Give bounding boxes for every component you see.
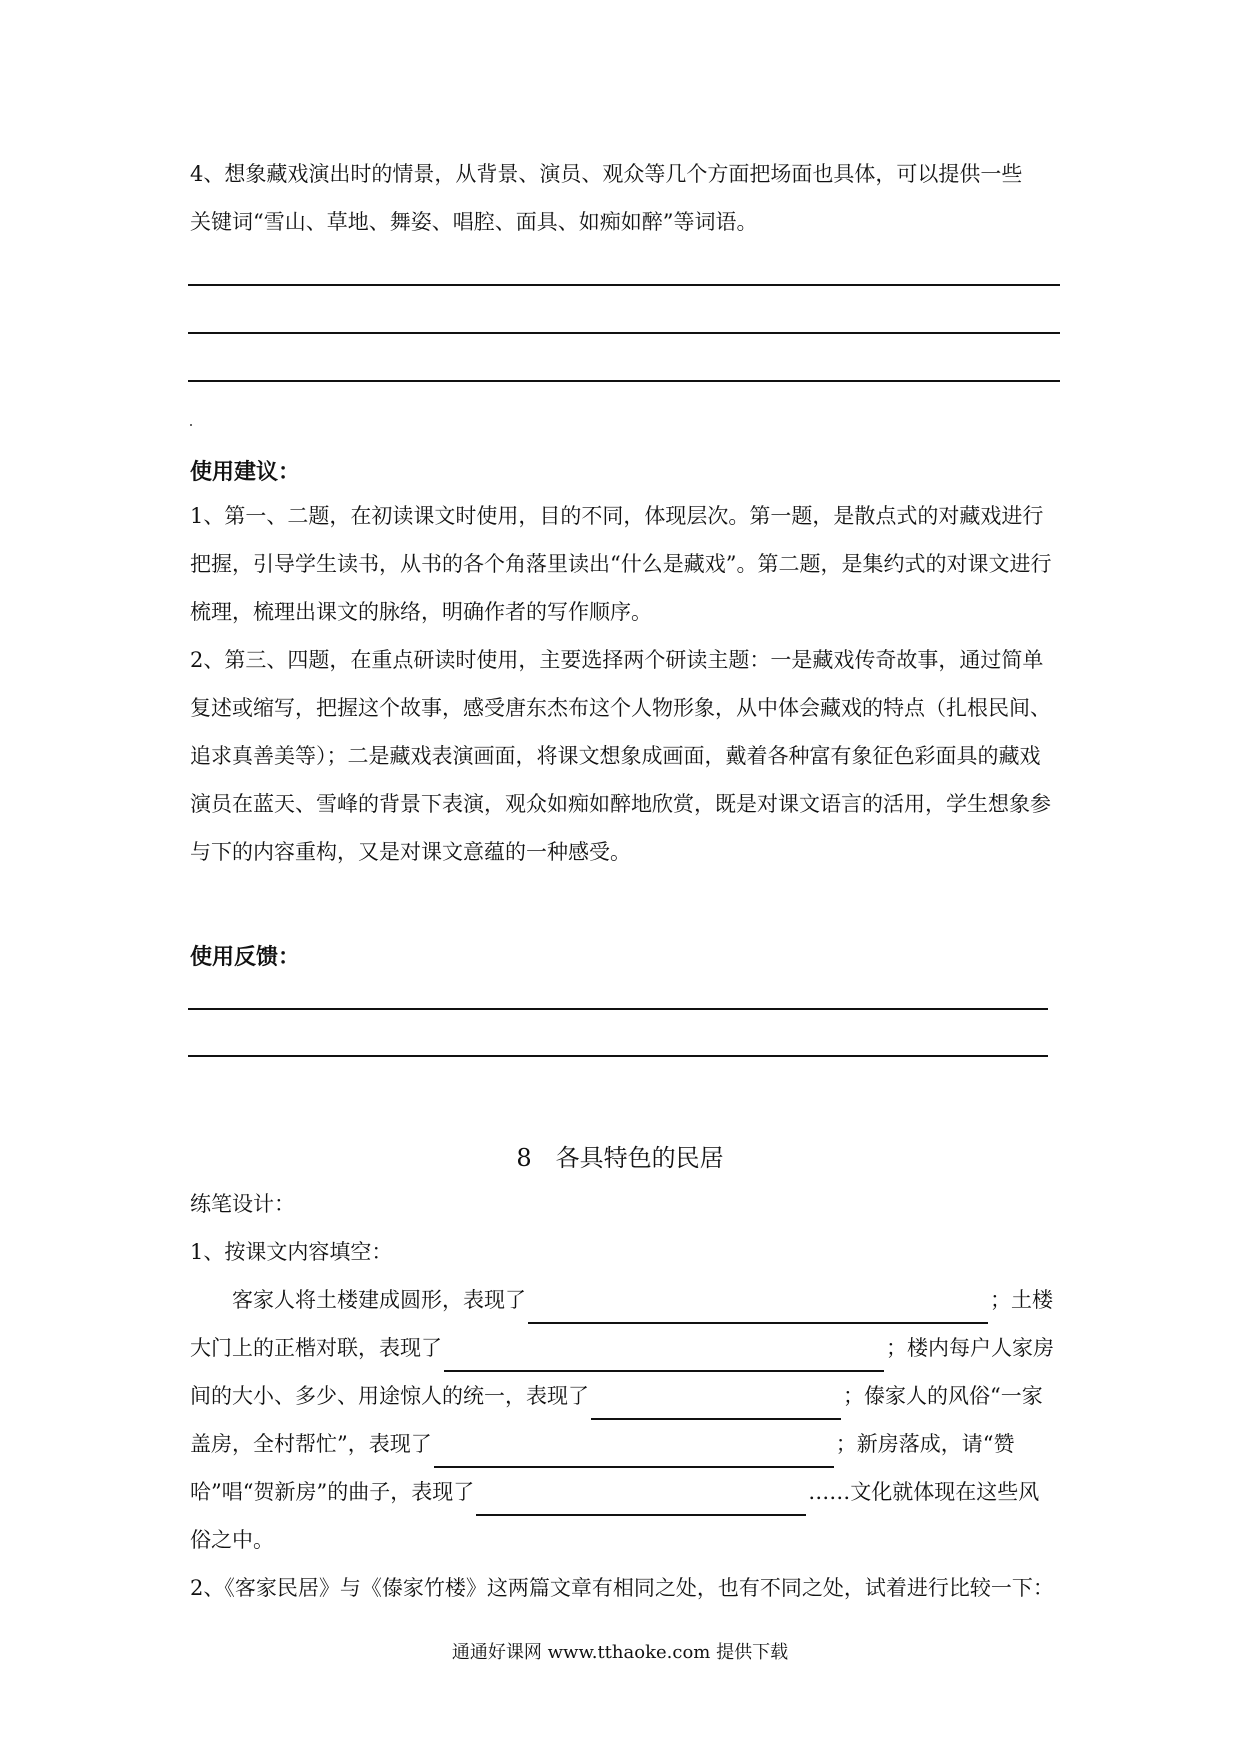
suggestion-paragraph-1: 1、第一、二题，在初读课文时使用，目的不同，体现层次。第一题，是散点式的对藏戏进行把握，引导学生读书，从书的各个角落里读出“什么是藏戏”。第二题，是集约式的对课文进行梳理，梳理出课文的脉络，明确作者的写作顺序。 [190, 504, 1052, 624]
fill-text-6: ……文化就体现在这些风俗之中。 [190, 1480, 1040, 1552]
fill-text-1: 客家人将土楼建成圆形，表现了 [232, 1288, 526, 1312]
fill-text-4: ；傣家人的风俗“一家盖房，全村帮忙”，表现了 [190, 1384, 1043, 1456]
feedback-heading: 使用反馈： [190, 945, 301, 970]
design-heading: 练笔设计： [190, 1192, 295, 1216]
fill-blank-2[interactable] [444, 1344, 884, 1372]
fill-text-3: ；楼内每户人家房间的大小、多少、用途惊人的统一，表现了 [190, 1336, 1054, 1408]
question-2: 2、《客家民居》与《傣家竹楼》这两篇文章有相同之处，也有不同之处，试着进行比较一下： [190, 1576, 1054, 1600]
question-4-line2: 关键词“雪山、草地、舞姿、唱腔、面具、如痴如醉”等词语。 [190, 210, 758, 234]
fill-blank-1[interactable] [528, 1296, 988, 1324]
page-footer: 通通好课网 www.tthaoke.com 提供下载 [451, 1642, 789, 1663]
suggestion-paragraph-2: 2、第三、四题，在重点研读时使用，主要选择两个研读主题：一是藏戏传奇故事，通过简单复述或缩写，把握这个故事，感受唐东杰布这个人物形象，从中体会藏戏的特点（扎根民间、追求真善美等）；二是藏戏表演画面，将课文想象成画面，戴着各种富有象征色彩面具的藏戏演员在蓝天、雪峰的背景下表演，观众如痴如醉地欣赏，既是对课文语言的活用，学生想象参与下的内容重构，又是对课文意蕴的一种感受。 [190, 648, 1051, 864]
fill-text-2: ；土楼大门上的正楷对联，表现了 [190, 1288, 1053, 1360]
question-4-line1: 4、想象藏戏演出时的情景，从背景、演员、观众等几个方面把场面也具体，可以提供一些 [190, 162, 1023, 186]
answer-line-3 [188, 380, 1060, 382]
question-1: 1、按课文内容填空： [190, 1240, 393, 1264]
lesson-title: 8 各具特色的民居 [516, 1144, 724, 1172]
answer-line-2 [188, 332, 1060, 334]
fill-text-5: ；新房落成，请“赞哈”唱“贺新房”的曲子，表现了 [190, 1432, 1015, 1504]
fill-blank-4[interactable] [434, 1440, 834, 1468]
feedback-line-1 [188, 1008, 1048, 1010]
question-4 [190, 150, 1060, 246]
fill-blank-5[interactable] [476, 1488, 806, 1516]
answer-line-1 [188, 284, 1060, 286]
fill-blank-3[interactable] [591, 1392, 841, 1420]
feedback-line-2 [188, 1055, 1048, 1057]
stray-dot [190, 424, 192, 426]
fill-in-paragraph [190, 1276, 1060, 1564]
suggestions-heading: 使用建议： [190, 460, 301, 485]
